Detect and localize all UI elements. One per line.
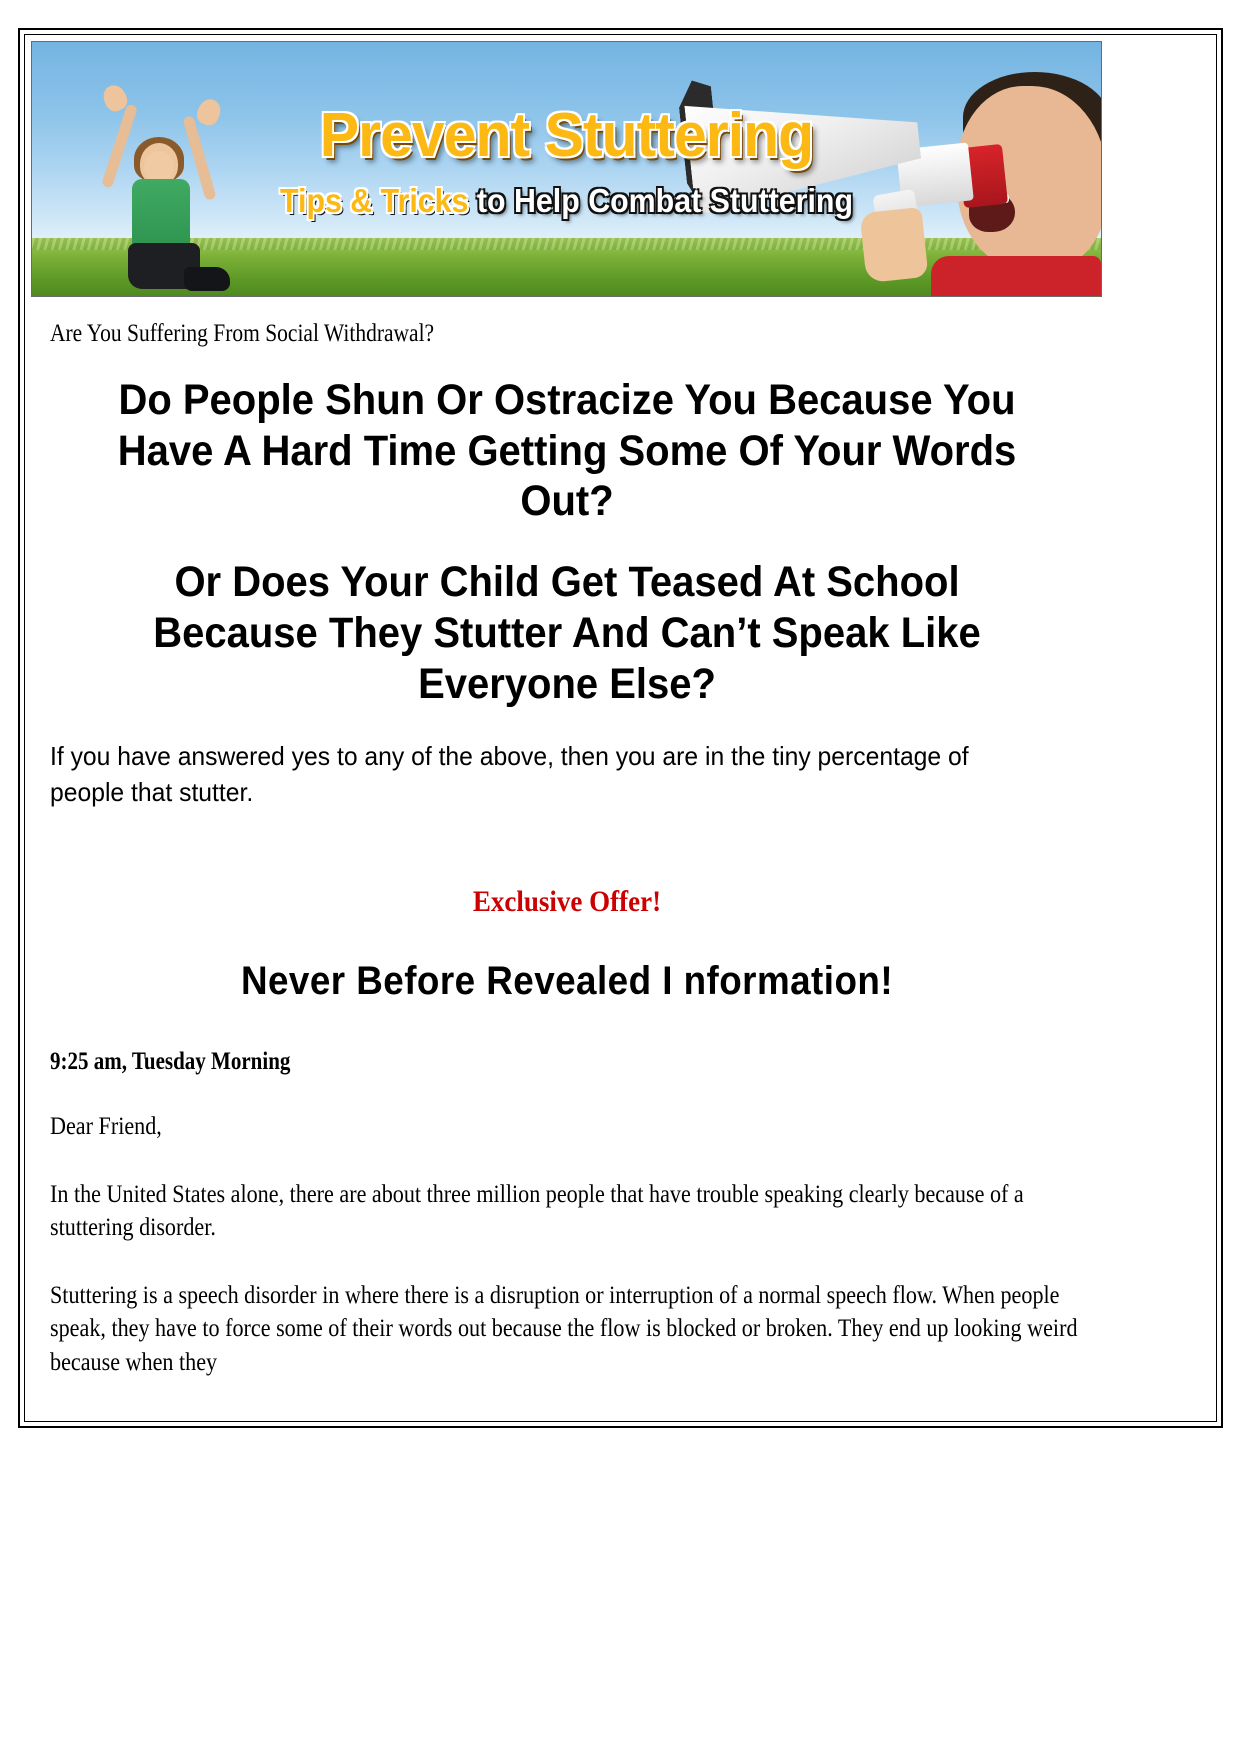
man-red-shirt: [931, 256, 1101, 297]
banner-subtitle-highlight: Tips & Tricks: [280, 182, 469, 219]
header-banner-image: [31, 41, 1102, 297]
man-hand: [860, 207, 929, 283]
headline-secondary: Or Does Your Child Get Teased At School Because They Stutter And Can’t Speak Like Everyone Else?: [153, 558, 981, 708]
woman-boot: [184, 267, 230, 291]
megaphone-man-photo: [681, 42, 1101, 297]
lead-paragraph: If you have answered yes to any of the above, then you are in the tiny percentage of people that stutter.: [50, 741, 969, 808]
letter-paragraph-2: Stuttering is a speech disorder in where there is a disruption or interruption of a normal speech flow. When people speak, they have to force some of their words out because the flow is blocked or broken. They end up looking weird because when they: [50, 1281, 1078, 1376]
letter-salutation: Dear Friend,: [50, 1113, 162, 1141]
woman-left-arm: [101, 103, 138, 188]
letter-paragraph-1: In the United States alone, there are about three million people that have trouble speaking clearly because of a stuttering disorder.: [50, 1180, 1024, 1242]
headline-primary: Do People Shun Or Ostracize You Because You Have A Hard Time Getting Some Of Your Words Out?: [117, 376, 1017, 526]
exclusive-offer-label: Exclusive Offer!: [472, 885, 662, 919]
banner-subtitle-rest: to Help Combat Stuttering: [468, 182, 853, 219]
page-content: [31, 41, 1102, 1379]
banner-title: Prevent Stuttering: [319, 101, 814, 170]
woman-right-hand: [194, 96, 224, 128]
subheadline-never-before-revealed: Never Before Revealed I nformation!: [240, 959, 894, 1004]
cheering-woman-photo: [92, 81, 242, 296]
letter-timestamp: 9:25 am, Tuesday Morning: [50, 1048, 291, 1076]
woman-green-shirt: [132, 179, 190, 251]
kicker-question: Are You Suffering From Social Withdrawal?: [50, 320, 435, 347]
letter-body: [31, 297, 1102, 1379]
